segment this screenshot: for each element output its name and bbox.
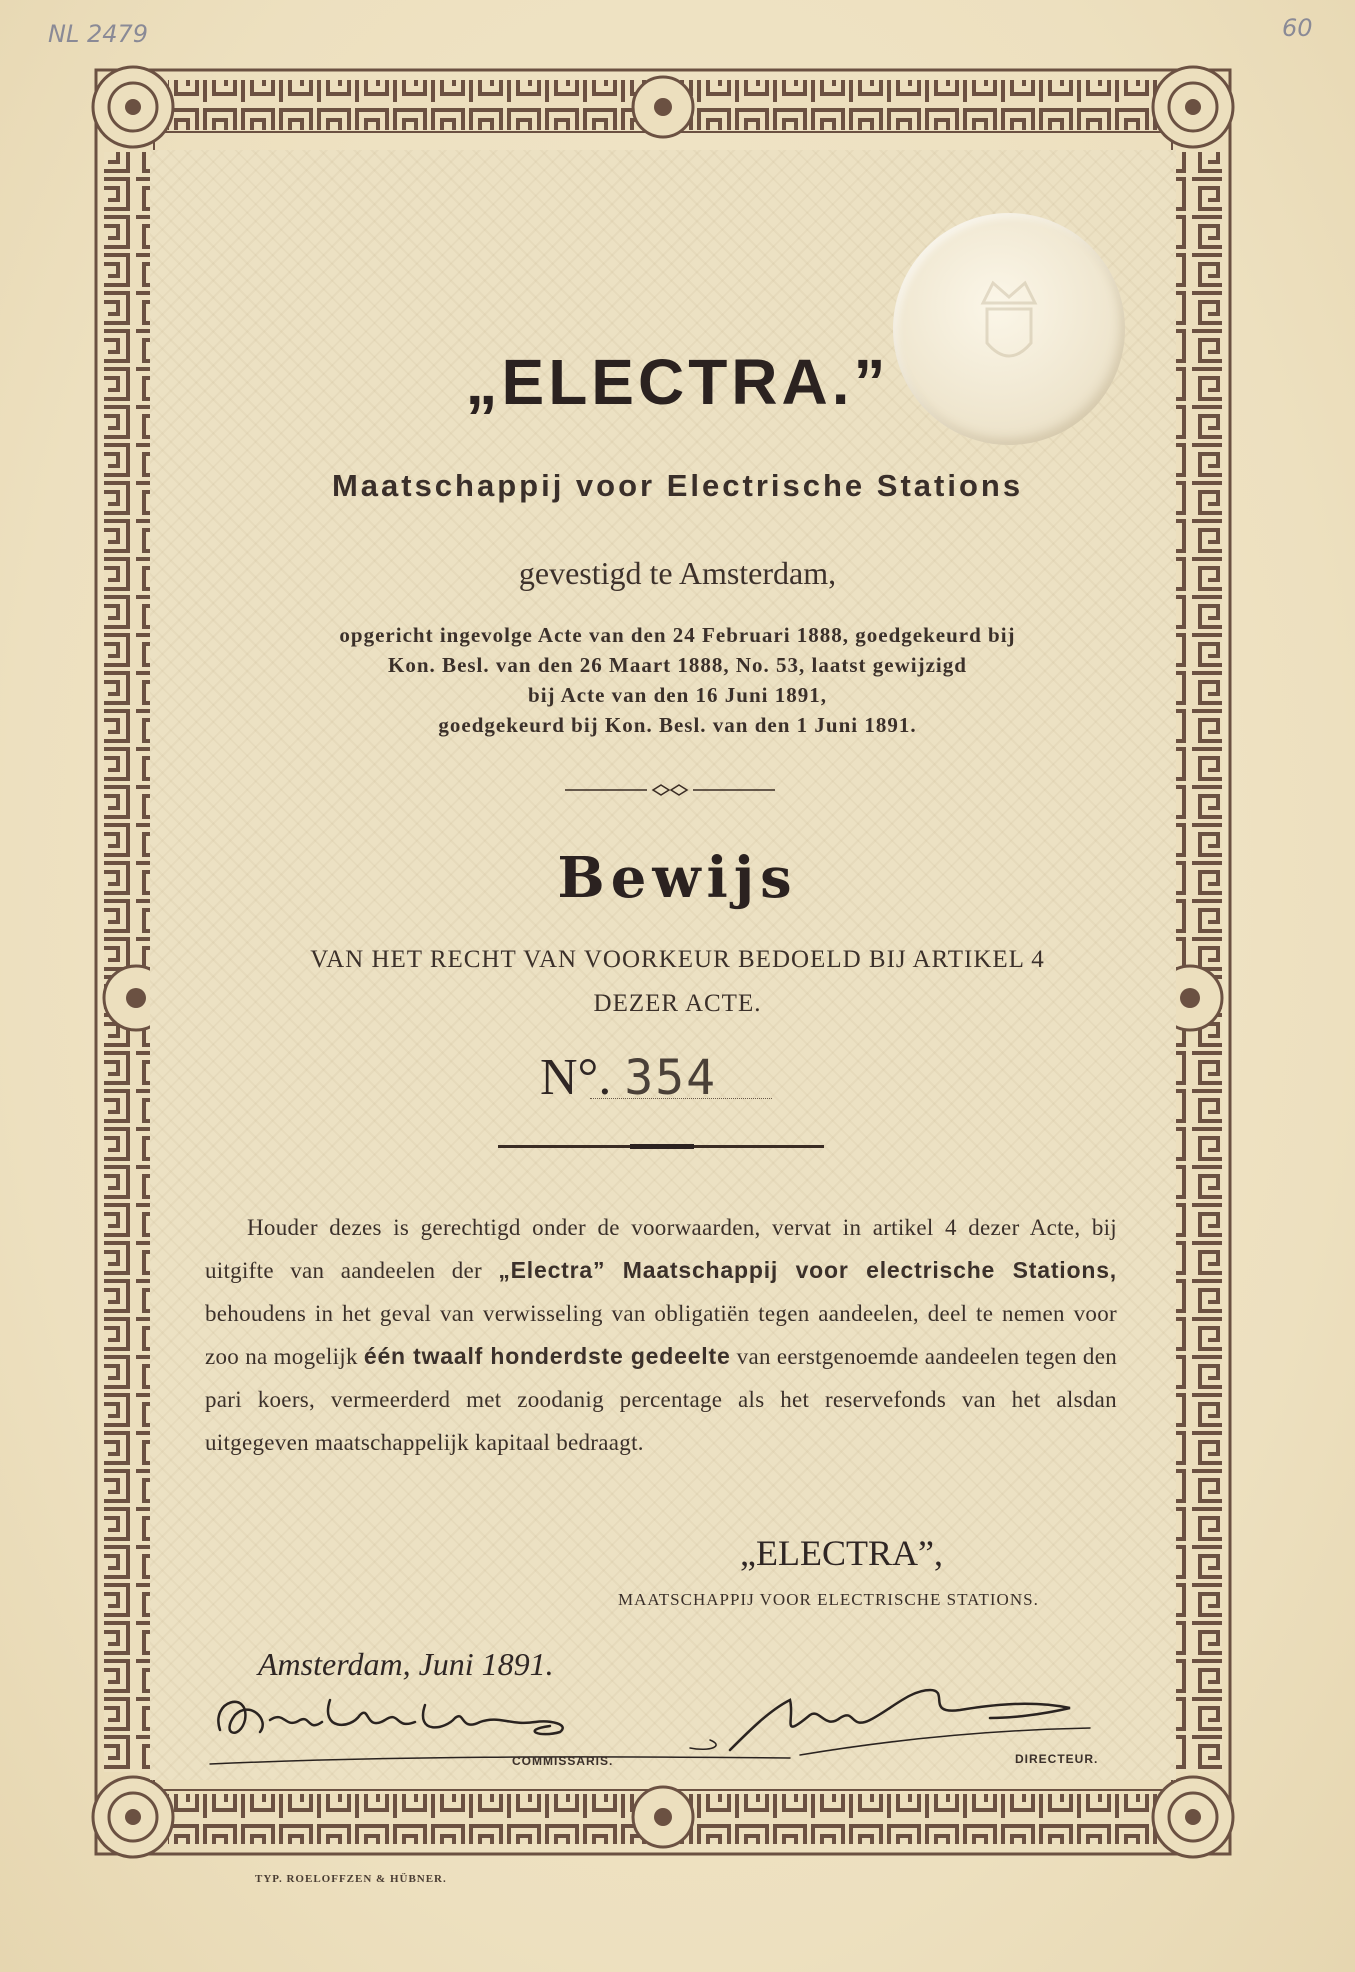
pencil-note-right: 60 (1282, 14, 1313, 42)
number-underline (590, 1098, 772, 1099)
right-line: DEZER ACTE. (593, 990, 762, 1017)
pencil-note-left: NL 2479 (48, 20, 149, 48)
right-line: VAN HET RECHT VAN VOORKEUR BEDOELD BIJ ARTIKEL 4 (310, 946, 1045, 973)
body-text-2: behoudens in het geval van verwisseling van obligatiën tegen aandeelen, deel te nemen voor zoo na mogelijk (205, 1301, 1117, 1369)
handwritten-signatures (190, 1660, 1120, 1770)
body-bold-1: „Electra” Maatschappij voor electrische Stations, (498, 1257, 1117, 1283)
founding-line: Kon. Besl. van den 26 Maart 1888, No. 53, laatst gewijzigd (388, 653, 967, 677)
founding-line: bij Acte van den 16 Juni 1891, (528, 683, 827, 707)
document-type: Bewijs (557, 845, 798, 911)
company-signature: „ELECTRA”, (740, 1533, 943, 1573)
place-date: Amsterdam, Juni 1891. (258, 1646, 554, 1682)
printer-imprint: TYP. ROELOFFZEN & HÜBNER. (255, 1873, 447, 1885)
founding-line: goedgekeurd bij Kon. Besl. van den 1 Juni 1891. (438, 713, 917, 737)
number-label: N°. (540, 1049, 612, 1106)
divider-ornament (565, 782, 775, 798)
section-rule-center (630, 1144, 694, 1149)
signer-label-directeur: DIRECTEUR. (1015, 1752, 1099, 1766)
body-text-3: van eerstgenoemde aandeelen tegen den pari koers, vermeerderd met zoodanig percentage als het reservefonds van het alsdan uitgegeven maatschappelijk kapitaal bedraagt. (205, 1344, 1117, 1455)
number-value: 354 (624, 1050, 718, 1106)
body-text-1: Houder dezes is gerechtigd onder de voorwaarden, vervat in artikel 4 dezer Acte, bij uitgifte van aandeelen der (205, 1215, 1117, 1283)
company-subtitle: Maatschappij voor Electrische Stations (331, 468, 1024, 503)
right-description (180, 938, 1175, 1026)
company-signature-subline: MAATSCHAPPIJ VOOR ELECTRISCHE STATIONS. (618, 1590, 1039, 1609)
founding-text (180, 620, 1175, 740)
founding-line: opgericht ingevolge Acte van den 24 Februari 1888, goedgekeurd bij (339, 623, 1016, 647)
body-bold-2: één twaalf honderdste gedeelte (363, 1343, 731, 1369)
signer-label-commissaris: COMMISSARIS. (512, 1754, 614, 1768)
certificate-body (205, 1206, 1117, 1464)
company-title: „ELECTRA.” (465, 346, 890, 418)
company-seat: gevestigd te Amsterdam, (518, 555, 837, 591)
